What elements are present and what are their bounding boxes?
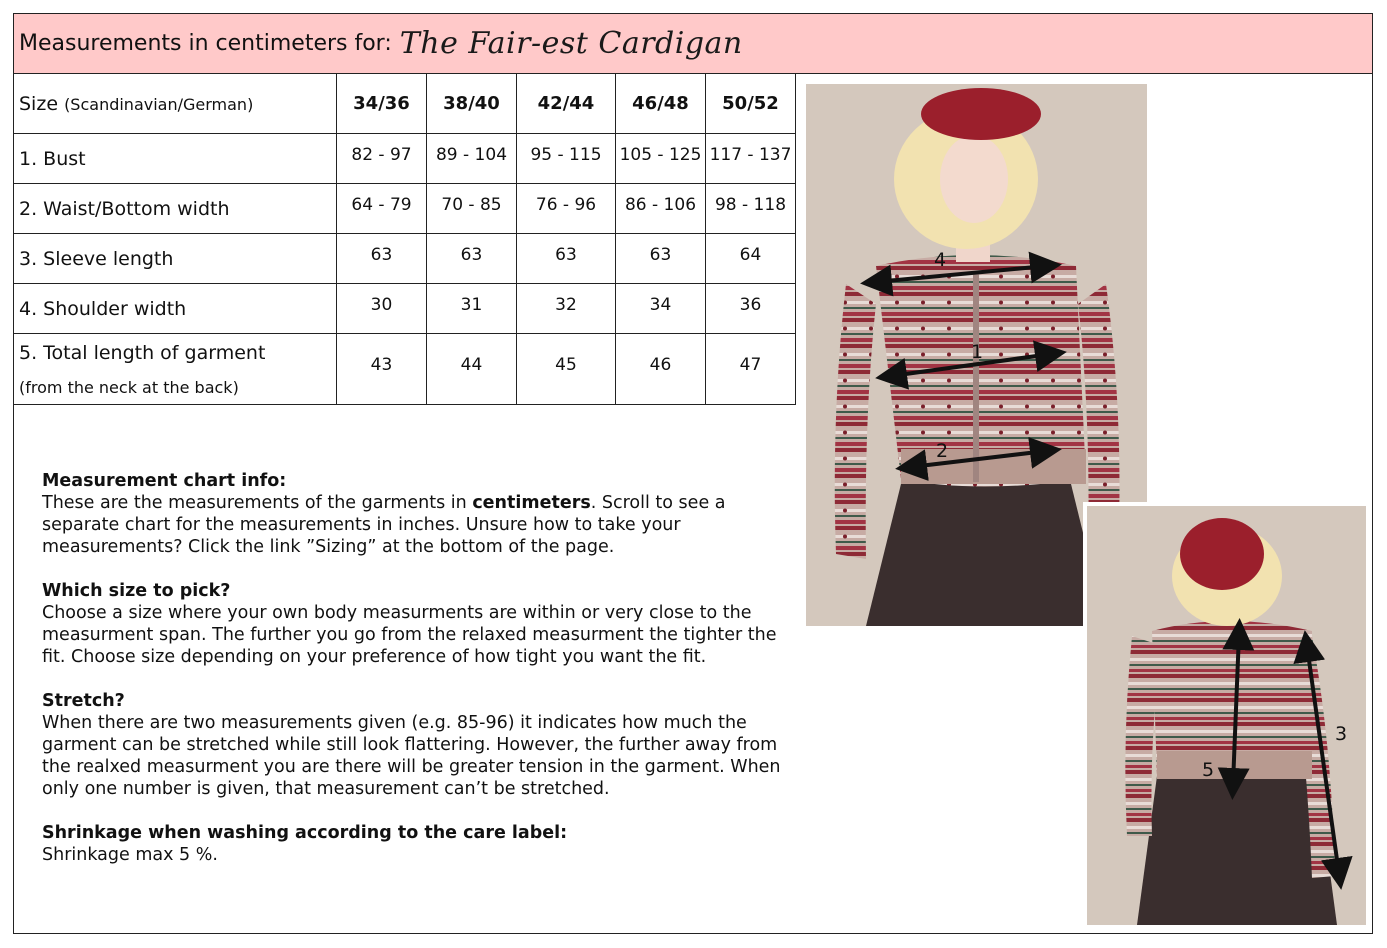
table-cell: 95 - 115 (517, 134, 616, 184)
size-table (13, 73, 796, 405)
size-pick-block (42, 580, 782, 668)
row-label: 1. Bust (14, 134, 337, 184)
size-column-header: 42/44 (517, 74, 616, 134)
table-row (14, 134, 796, 184)
table-cell: 64 - 79 (337, 184, 427, 234)
beret (1180, 518, 1264, 590)
table-cell: 32 (517, 284, 616, 334)
header-prefix: Measurements in centimeters for: (19, 31, 392, 56)
table-cell: 64 (706, 234, 796, 284)
size-column-header: 50/52 (706, 74, 796, 134)
size-header-row (14, 74, 796, 134)
table-row (14, 234, 796, 284)
row-sublabel: (from the neck at the back) (19, 377, 239, 397)
chart-info-text-post: . Scroll to see a separate chart for the measurements in inches. Unsure how to take your measurements? Click the link ”Sizing” at the bottom of the page. (42, 493, 726, 557)
table-cell: 34 (616, 284, 706, 334)
skirt (1137, 776, 1337, 925)
row-label: 3. Sleeve length (14, 234, 337, 284)
size-label: Size (19, 92, 59, 115)
table-cell: 70 - 85 (427, 184, 517, 234)
chart-info-block (42, 470, 782, 558)
table-cell: 117 - 137 (706, 134, 796, 184)
size-header-cell (14, 74, 337, 134)
table-cell: 89 - 104 (427, 134, 517, 184)
row-label-cell (14, 334, 337, 405)
back-view-photo (1083, 502, 1366, 925)
table-cell: 105 - 125 (616, 134, 706, 184)
size-pick-text: Choose a size where your own body measurments are within or very close to the measurment span. The further you go from the relaxed measurment the tighter the fit. Choose size depending on your preference of how tight you want the fit. (42, 603, 777, 667)
beret (921, 88, 1041, 140)
marker-label: 3 (1335, 723, 1348, 745)
table-cell: 43 (337, 334, 427, 405)
table-cell: 44 (427, 334, 517, 405)
chart-info-text-bold: centimeters (472, 493, 591, 513)
marker-label: 4 (934, 249, 947, 271)
table-cell: 76 - 96 (517, 184, 616, 234)
page-header (13, 13, 1373, 74)
stretch-block (42, 690, 782, 800)
size-pick-title: Which size to pick? (42, 581, 231, 601)
table-row (14, 184, 796, 234)
size-column-header: 38/40 (427, 74, 517, 134)
chart-info-title: Measurement chart info: (42, 471, 287, 491)
table-cell: 63 (427, 234, 517, 284)
table-row (14, 334, 796, 405)
size-system: (Scandinavian/German) (64, 94, 254, 114)
stretch-text: When there are two measurements given (e.g. 85-96) it indicates how much the garment can be stretched while still look flattering. However, the further away from the realxed measurment you are there will be greater tension in the garment. When only one number is given, that measurement can’t be stretched. (42, 713, 781, 799)
table-cell: 86 - 106 (616, 184, 706, 234)
table-cell: 63 (616, 234, 706, 284)
table-row (14, 284, 796, 334)
table-cell: 82 - 97 (337, 134, 427, 184)
table-cell: 47 (706, 334, 796, 405)
size-column-header: 46/48 (616, 74, 706, 134)
marker-label: 5 (1202, 759, 1215, 781)
marker-label: 1 (971, 341, 984, 363)
table-cell: 31 (427, 284, 517, 334)
table-cell: 63 (337, 234, 427, 284)
row-label: 4. Shoulder width (14, 284, 337, 334)
shrinkage-text: Shrinkage max 5 %. (42, 845, 218, 865)
stretch-title: Stretch? (42, 691, 125, 711)
row-label: 5. Total length of garment (19, 341, 266, 364)
size-column-header: 34/36 (337, 74, 427, 134)
chart-info-text-pre: These are the measurements of the garments in (42, 493, 473, 513)
table-cell: 63 (517, 234, 616, 284)
shrinkage-title: Shrinkage when washing according to the care label: (42, 823, 568, 843)
table-cell: 46 (616, 334, 706, 405)
table-cell: 98 - 118 (706, 184, 796, 234)
row-label: 2. Waist/Bottom width (14, 184, 337, 234)
product-name: The Fair-est Cardigan (399, 26, 743, 61)
skirt (866, 484, 1106, 626)
marker-label: 2 (936, 440, 949, 462)
shrinkage-block (42, 822, 782, 866)
face (940, 135, 1008, 223)
table-cell: 30 (337, 284, 427, 334)
table-cell: 45 (517, 334, 616, 405)
table-cell: 36 (706, 284, 796, 334)
info-section (42, 470, 782, 888)
